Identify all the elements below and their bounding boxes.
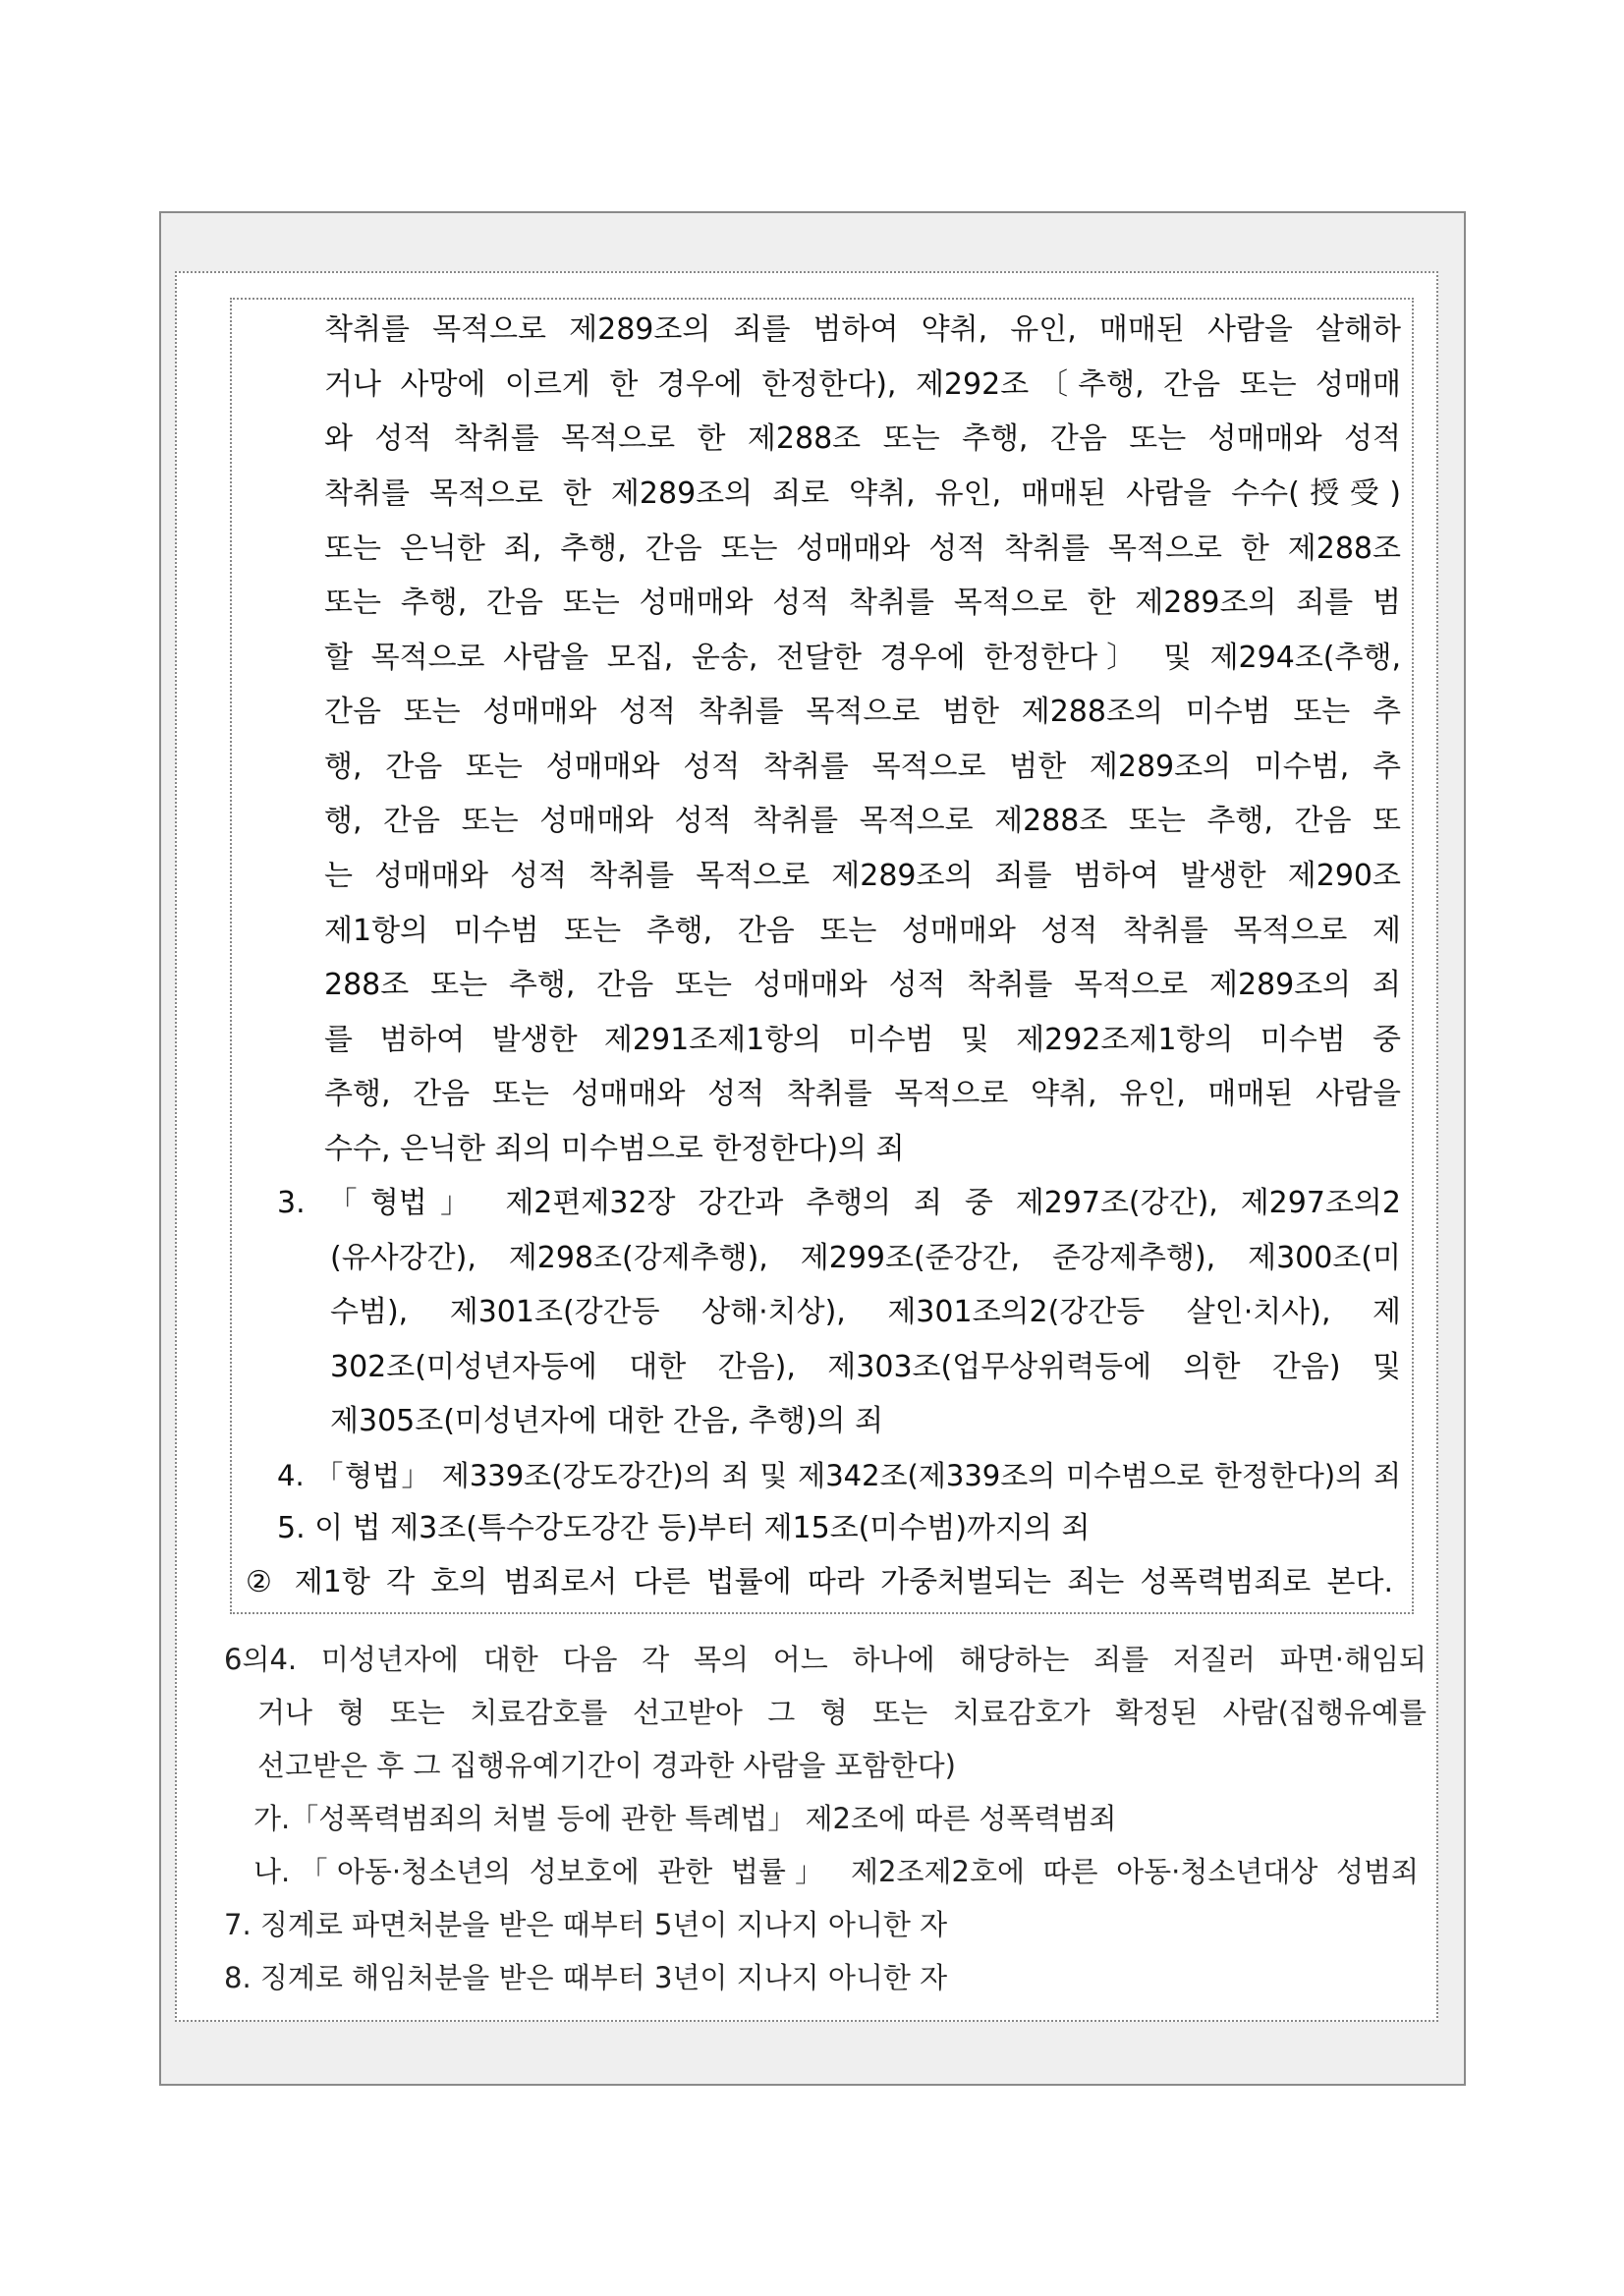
provision-line: 는 성매매와 성적 착취를 목적으로 제289조의 죄를 범하여 발생한 제290조 [324,859,1401,893]
item-6-4-line: 6의4. 미성년자에 대한 다음 각 목의 어느 하나에 해당하는 죄를 저질러 파면·해임되 [224,1643,1427,1676]
item-5: 5. 이 법 제3조(특수강도강간 등)부터 제15조(미수범)까지의 죄 [277,1511,1091,1545]
item-3-line: (유사강간), 제298조(강제추행), 제299조(준강간, 준강제추행), 제300조(미 [330,1241,1401,1275]
provision-line: 착취를 목적으로 제289조의 죄를 범하여 약취, 유인, 매매된 사람을 살해하 [324,312,1401,347]
provision-line: 또는 추행, 간음 또는 성매매와 성적 착취를 목적으로 한 제289조의 죄를 범 [324,586,1401,620]
provision-line: 수수, 은닉한 죄의 미수범으로 한정한다)의 죄 [324,1132,905,1166]
provision-line: 제1항의 미수범 또는 추행, 간음 또는 성매매와 성적 착취를 목적으로 제 [324,914,1401,948]
item-4: 4. 「형법」 제339조(강도강간)의 죄 및 제342조(제339조의 미수범으로 한정한다)의 죄 [277,1459,1401,1492]
provision-line: 행, 간음 또는 성매매와 성적 착취를 목적으로 범한 제289조의 미수범, 추 [324,750,1401,784]
item-6-4-line: 거나 형 또는 치료감호를 선고받아 그 형 또는 치료감호가 확정된 사람(집행유예를 [257,1696,1427,1729]
provision-line: 를 범하여 발생한 제291조제1항의 미수범 및 제292조제1항의 미수범 중 [324,1023,1401,1057]
provision-line: 또는 은닉한 죄, 추행, 간음 또는 성매매와 성적 착취를 목적으로 한 제288조 [324,532,1401,566]
item-6-4-line: 선고받은 후 그 집행유예기간이 경과한 사람을 포함한다) [257,1749,956,1782]
provision-line: 288조 또는 추행, 간음 또는 성매매와 성적 착취를 목적으로 제289조의 죄 [324,968,1401,1002]
provision-line: 착취를 목적으로 한 제289조의 죄로 약취, 유인, 매매된 사람을 수수(授受) [324,476,1401,511]
item-3-line: 3. 「형법」 제2편제32장 강간과 추행의 죄 중 제297조(강간), 제297조의2 [277,1186,1401,1220]
item-3-line: 수범), 제301조(강간등 상해·치상), 제301조의2(강간등 살인·치사), 제 [330,1295,1401,1329]
provision-line: 거나 사망에 이르게 한 경우에 한정한다), 제292조〔추행, 간음 또는 성매매 [324,367,1401,402]
provision-line: 행, 간음 또는 성매매와 성적 착취를 목적으로 제288조 또는 추행, 간음 또 [324,804,1401,838]
provision-line: 추행, 간음 또는 성매매와 성적 착취를 목적으로 약취, 유인, 매매된 사람을 [324,1077,1401,1111]
provision-line: 할 목적으로 사람을 모집, 운송, 전달한 경우에 한정한다〕 및 제294조(추행, [324,641,1401,675]
provision-line: 간음 또는 성매매와 성적 착취를 목적으로 범한 제288조의 미수범 또는 추 [324,695,1401,729]
item-8: 8. 징계로 해임처분을 받은 때부터 3년이 지나지 아니한 자 [224,1961,948,1994]
provision-line: 와 성적 착취를 목적으로 한 제288조 또는 추행, 간음 또는 성매매와 성적 [324,421,1401,456]
paragraph-2: ② 제1항 각 호의 범죄로서 다른 법률에 따라 가중처벌되는 죄는 성폭력범죄로 본다. [246,1565,1393,1599]
item-3-line: 제305조(미성년자에 대한 간음, 추행)의 죄 [330,1404,884,1438]
item-7: 7. 징계로 파면처분을 받은 때부터 5년이 지나지 아니한 자 [224,1908,948,1941]
item-3-line: 302조(미성년자등에 대한 간음), 제303조(업무상위력등에 의한 간음) 및 [330,1350,1401,1384]
sub-item-ga: 가.「성폭력범죄의 처벌 등에 관한 특례법」 제2조에 따른 성폭력범죄 [253,1802,1117,1835]
sub-item-na: 나.「아동·청소년의 성보호에 관한 법률」 제2조제2호에 따른 아동·청소년대상 성범죄 [253,1855,1419,1888]
